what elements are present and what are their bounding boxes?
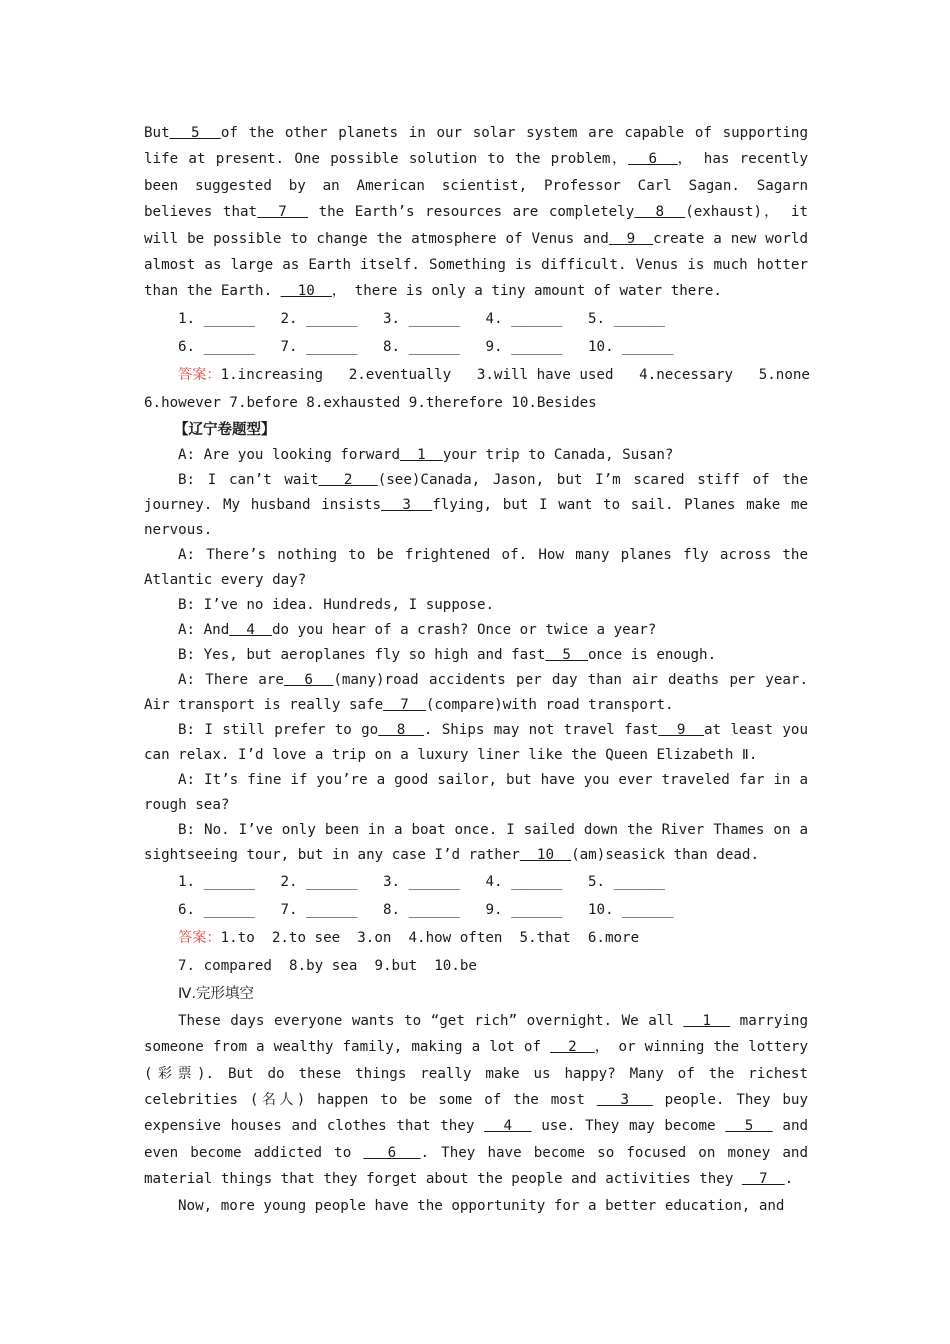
dialogue-line: A: Are you looking forward 1 your trip to Canada, Susan? xyxy=(178,446,674,463)
dialogue-line: A: And 4 do you hear of a crash? Once or twice a year? xyxy=(178,621,657,638)
dialogue-line: B: No. I’ve only been in a boat once. I sailed down the River Thames on a sightseeing tour, but in any case I’d rather 10 (am)seasick than dead. xyxy=(144,821,808,863)
blank-10: 10 xyxy=(280,283,332,300)
answer-blanks-row: 1. ______ 2. ______ 3. ______ 4. ______ 5. ______ xyxy=(178,873,665,890)
dialogue-line: A: There are 6 (many)road accidents per day than air deaths per year. Air transport is really safe 7 (compare)with road transport. xyxy=(144,671,809,713)
answer-key: 答案：1.to 2.to see 3.on 4.how often 5.that 6.more xyxy=(178,929,640,946)
dialogue-line: B: I still prefer to go 8 . Ships may not travel fast 9 at least you can relax. I’d love a trip on a luxury liner like the Queen Elizabeth Ⅱ. xyxy=(144,721,808,763)
answer-blanks-row: 6. ______ 7. ______ 8. ______ 9. ______ 10. ______ xyxy=(178,338,674,355)
section-heading-liaoning: 【辽宁卷题型】 xyxy=(174,421,276,438)
dialogue-line: B: I can’t wait 2 (see)Canada, Jason, but I’m scared stiff of the journey. My husband insists 3 flying, but I want to sail. Planes make me nervous. xyxy=(144,471,809,538)
answer-key-cont: 7. compared 8.by sea 9.but 10.be xyxy=(178,957,477,974)
passage-venus: But 5 of the other planets in our solar system are capable of supporting life at present. One possible solution to the problem， 6 ， has recently been suggested by an American scientist, Professor Carl Sagan. Sagarn believes that 7 the Earth’s resources are completely 8 (exhaust)， it will be possible to change the atmosphere of Venus and 9 create a new world almost as large as Earth itself. Something is difficult. Venus is much hotter than the Earth. 10 ， there is only a tiny amount of water there. xyxy=(144,125,809,300)
blank-5: 5 xyxy=(169,125,221,141)
answer-label: 答案： xyxy=(178,366,221,383)
answer-blanks-row: 6. ______ 7. ______ 8. ______ 9. ______ 10. ______ xyxy=(178,901,674,918)
dialogue-line: B: I’ve no idea. Hundreds, I suppose. xyxy=(178,596,495,613)
dialogue-line: A: There’s nothing to be frightened of. How many planes fly across the Atlantic every day? xyxy=(144,546,808,588)
answer-label: 答案： xyxy=(178,929,221,946)
blank-8: 8 xyxy=(634,204,686,221)
blank-7: 7 xyxy=(257,204,308,221)
dialogue-line: B: Yes, but aeroplanes fly so high and fast 5 once is enough. xyxy=(178,646,717,663)
dialogue-line: A: It’s fine if you’re a good sailor, but have you ever traveled far in a rough sea? xyxy=(144,771,808,813)
cloze-passage-cont: Now, more young people have the opportunity for a better education, and xyxy=(178,1197,785,1214)
answer-key: 答案：1.increasing 2.eventually 3.will have used 4.necessary 5.none xyxy=(178,366,810,383)
section-heading-cloze: Ⅳ.完形填空 xyxy=(178,985,254,1002)
blank-9: 9 xyxy=(608,230,654,247)
blank-6: 6 xyxy=(628,151,678,168)
answer-blanks-row: 1. ______ 2. ______ 3. ______ 4. ______ 5. ______ xyxy=(178,310,665,327)
document-page xyxy=(144,120,808,1219)
answer-key-cont: 6.however 7.before 8.exhausted 9.therefore 10.Besides xyxy=(144,394,597,411)
cloze-passage: These days everyone wants to “get rich” overnight. We all 1 marrying someone from a wealthy family, making a lot of 2 ， or winning the lottery (彩票). But do these things really make us happy? Many of the richest celebrities (名人) happen to be some of the most 3 people. They buy expensive houses and clothes that they 4 use. They may become 5 and even become addicted to 6 . They have become so focused on money and material things that they forget about the people and activities they 7 . xyxy=(144,1012,809,1188)
